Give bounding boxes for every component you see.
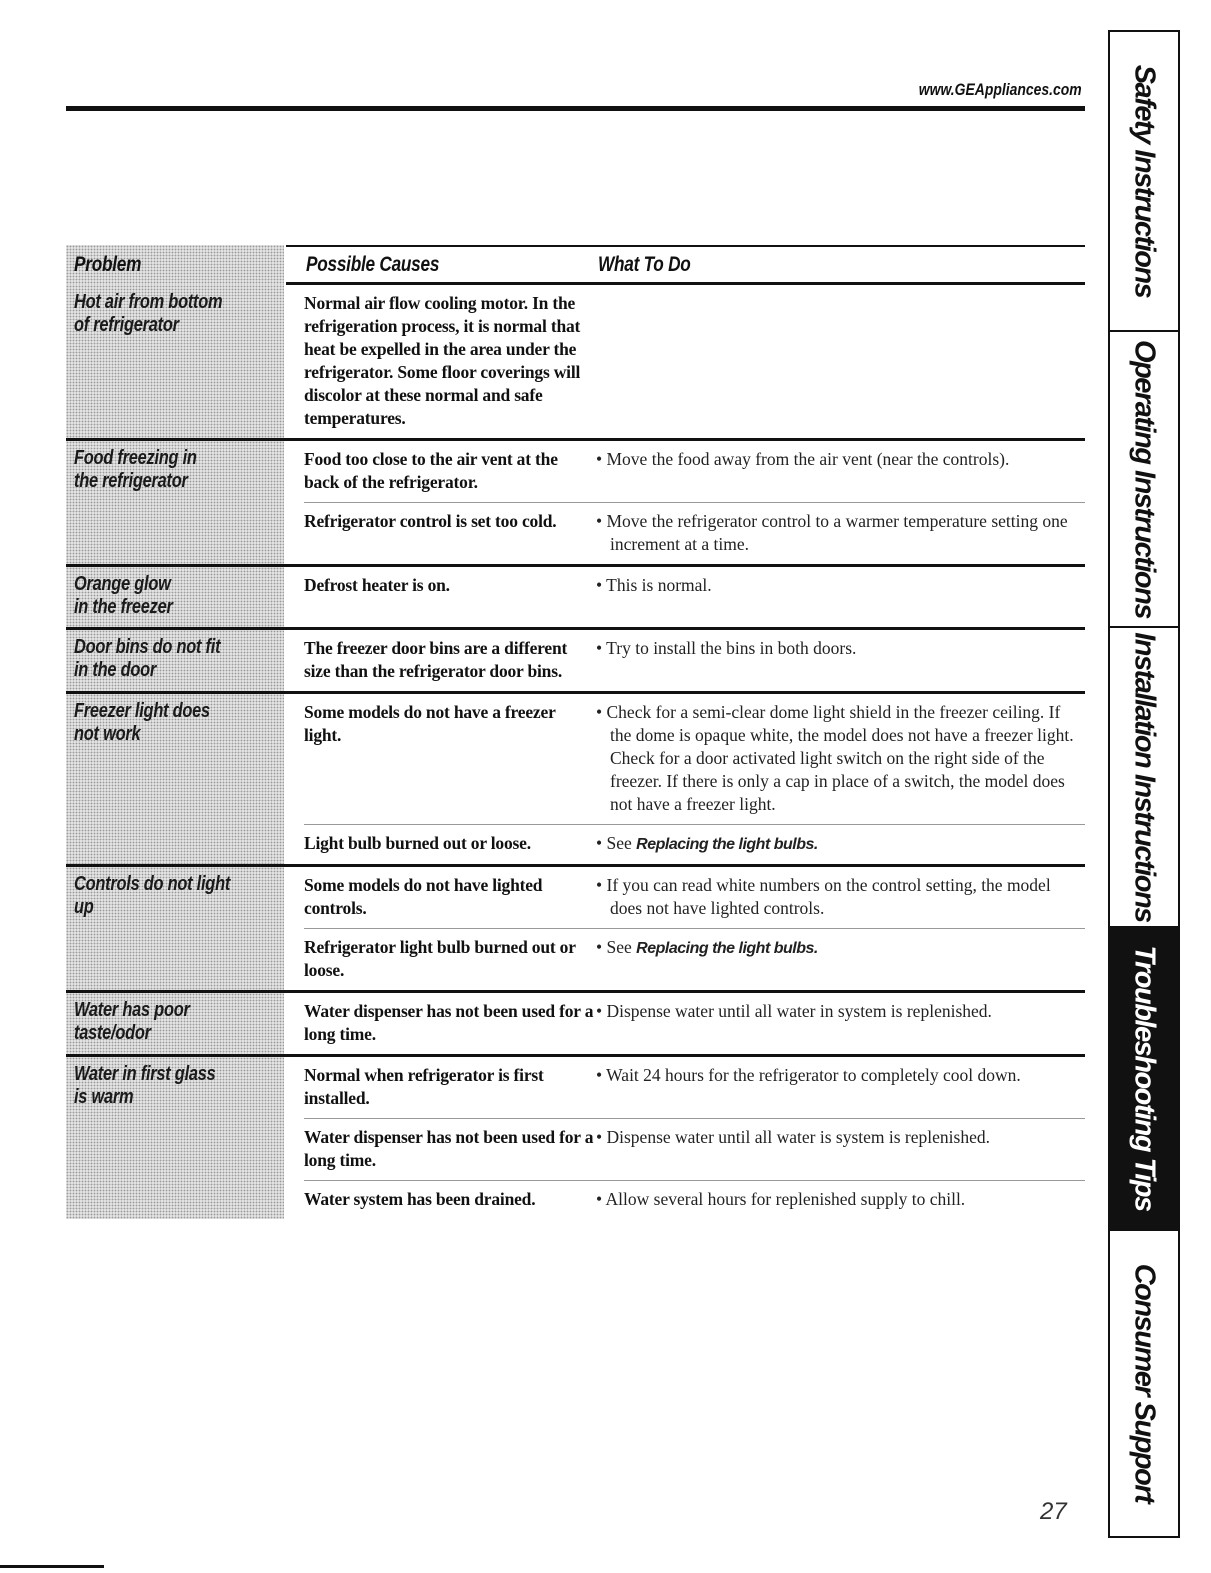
corner-mark (0, 1565, 104, 1568)
cause-action-list (304, 630, 1085, 691)
what-to-do (596, 1126, 1085, 1172)
tab-operating-instructions[interactable] (1110, 332, 1178, 627)
column-gap (284, 1057, 304, 1219)
what-to-do (596, 448, 1085, 494)
what-to-do-text: • See (596, 833, 637, 853)
problem-text: Hot air from bottom of refrigerator (74, 291, 223, 336)
cause-action-list (304, 567, 1085, 627)
cause-action-list (304, 867, 1085, 990)
tab-label: Consumer Support (1128, 1264, 1161, 1503)
column-gap (284, 867, 304, 990)
what-to-do-text: • Move the refrigerator control to a warmer temperature setting one increment at a time. (596, 511, 1068, 554)
site-url[interactable]: www.GEAppliances.com (919, 80, 1082, 99)
column-gap (284, 285, 304, 438)
what-to-do-text: • Dispense water until all water is system is replenished. (596, 1127, 990, 1147)
problem-cell (66, 1057, 284, 1219)
table-row (66, 285, 1085, 441)
tab-consumer-support[interactable] (1110, 1231, 1178, 1536)
what-to-do-text: • This is normal. (596, 575, 712, 595)
problem-cell (66, 867, 284, 990)
what-to-do (596, 1000, 1085, 1046)
problem-cell (66, 630, 284, 691)
possible-cause: Refrigerator control is set too cold. (304, 511, 557, 531)
problem-text: Food freezing in the refrigerator (74, 447, 197, 492)
possible-cause: Defrost heater is on. (304, 575, 450, 595)
what-to-do-text: • See (596, 937, 637, 957)
troubleshooting-table (66, 245, 1085, 1219)
problem-cell (66, 993, 284, 1054)
what-to-do (596, 874, 1085, 920)
tab-label: Installation Instructions (1128, 632, 1161, 922)
possible-cause: The freezer door bins are a different size than the refrigerator door bins. (304, 638, 568, 681)
possible-cause: Some models do not have a freezer light. (304, 702, 556, 745)
what-to-do-text: • Move the food away from the air vent (near the controls). (596, 449, 1010, 469)
table-row (66, 441, 1085, 567)
problem-cell (66, 441, 284, 564)
problem-cell (66, 567, 284, 627)
possible-cause: Normal air flow cooling motor. In the refrigeration process, it is normal that heat be expelled in the area under the refrigerator. Some floor coverings will discolor at these normal and safe temperatures. (304, 293, 581, 428)
cause-action-pair (304, 867, 1085, 929)
tab-label: Operating Instructions (1128, 340, 1161, 619)
header-what-to-do: What To Do (598, 253, 691, 276)
cause-action-list (304, 694, 1085, 864)
problem-cell (66, 285, 284, 438)
problem-text: Water has poor taste/odor (74, 999, 190, 1044)
cause-action-pair (304, 567, 1085, 605)
possible-cause: Refrigerator light bulb burned out or loose. (304, 937, 576, 980)
problem-text: Water in first glass is warm (74, 1063, 216, 1108)
what-to-do (596, 510, 1085, 556)
tab-installation-instructions[interactable] (1110, 628, 1178, 928)
table-row (66, 867, 1085, 993)
what-to-do (596, 936, 1085, 982)
what-to-do (596, 1064, 1085, 1110)
page-number: 27 (1040, 1498, 1067, 1525)
tab-label: Safety Instructions (1128, 64, 1161, 298)
cause-action-pair (304, 285, 1085, 438)
possible-cause: Water dispenser has not been used for a long time. (304, 1001, 594, 1044)
problem-text: Freezer light does not work (74, 700, 210, 745)
cause-action-pair (304, 1181, 1085, 1219)
header-problem: Problem (74, 253, 142, 276)
cause-action-pair (304, 993, 1085, 1054)
column-gap (284, 694, 304, 864)
what-to-do (596, 637, 1085, 683)
what-to-do (596, 574, 1085, 597)
cause-action-pair (304, 1119, 1085, 1181)
table-row (66, 630, 1085, 694)
possible-cause: Some models do not have lighted controls. (304, 875, 543, 918)
cross-reference-link[interactable]: Replacing the light bulbs. (636, 940, 818, 957)
possible-cause: Water system has been drained. (304, 1189, 536, 1209)
possible-cause: Water dispenser has not been used for a long time. (304, 1127, 594, 1170)
cause-action-pair (304, 694, 1085, 825)
cause-action-pair (304, 630, 1085, 691)
problem-cell (66, 694, 284, 864)
top-rule (66, 106, 1085, 111)
problem-text: Controls do not light up (74, 873, 231, 918)
cause-action-pair (304, 441, 1085, 503)
table-header (66, 245, 1085, 285)
tab-troubleshooting-tips[interactable] (1110, 928, 1178, 1230)
possible-cause: Food too close to the air vent at the back of the refrigerator. (304, 449, 558, 492)
header-rule-top (286, 245, 1085, 247)
what-to-do (596, 292, 1085, 430)
cross-reference-link[interactable]: Replacing the light bulbs. (636, 836, 818, 853)
what-to-do-text: • Wait 24 hours for the refrigerator to completely cool down. (596, 1065, 1021, 1085)
what-to-do-text: • If you can read white numbers on the control setting, the model does not have lighted controls. (596, 875, 1051, 918)
cause-action-pair (304, 503, 1085, 564)
what-to-do-text: • Allow several hours for replenished supply to chill. (596, 1189, 966, 1209)
table-body (66, 285, 1085, 1219)
table-row (66, 567, 1085, 630)
header-possible-causes: Possible Causes (306, 253, 440, 276)
column-gap (284, 993, 304, 1054)
cause-action-list (304, 285, 1085, 438)
tab-label: Troubleshooting Tips (1128, 945, 1161, 1212)
what-to-do-text: • Dispense water until all water in system is replenished. (596, 1001, 992, 1021)
possible-cause: Normal when refrigerator is first installed. (304, 1065, 544, 1108)
cause-action-pair (304, 825, 1085, 864)
what-to-do (596, 701, 1085, 816)
cause-action-list (304, 1057, 1085, 1219)
problem-text: Door bins do not fit in the door (74, 636, 221, 681)
table-row (66, 993, 1085, 1057)
column-gap (284, 567, 304, 627)
section-tabs (1108, 30, 1180, 1538)
problem-text: Orange glow in the freezer (74, 573, 173, 618)
what-to-do (596, 1188, 1085, 1211)
table-row (66, 694, 1085, 867)
column-gap (284, 441, 304, 564)
what-to-do-text: • Check for a semi-clear dome light shield in the freezer ceiling. If the dome is opaque white, the model does not have a freezer light. Check for a door activated light switch on the right side of the freezer. If there is only a cap in place of a switch, the model does not have a freezer light. (596, 702, 1074, 814)
cause-action-pair (304, 1057, 1085, 1119)
tab-safety-instructions[interactable] (1110, 32, 1178, 332)
table-row (66, 1057, 1085, 1219)
what-to-do-text: • Try to install the bins in both doors. (596, 638, 857, 658)
column-gap (284, 630, 304, 691)
cause-action-list (304, 441, 1085, 564)
possible-cause: Light bulb burned out or loose. (304, 833, 531, 853)
what-to-do (596, 832, 1085, 856)
cause-action-list (304, 993, 1085, 1054)
cause-action-pair (304, 929, 1085, 990)
